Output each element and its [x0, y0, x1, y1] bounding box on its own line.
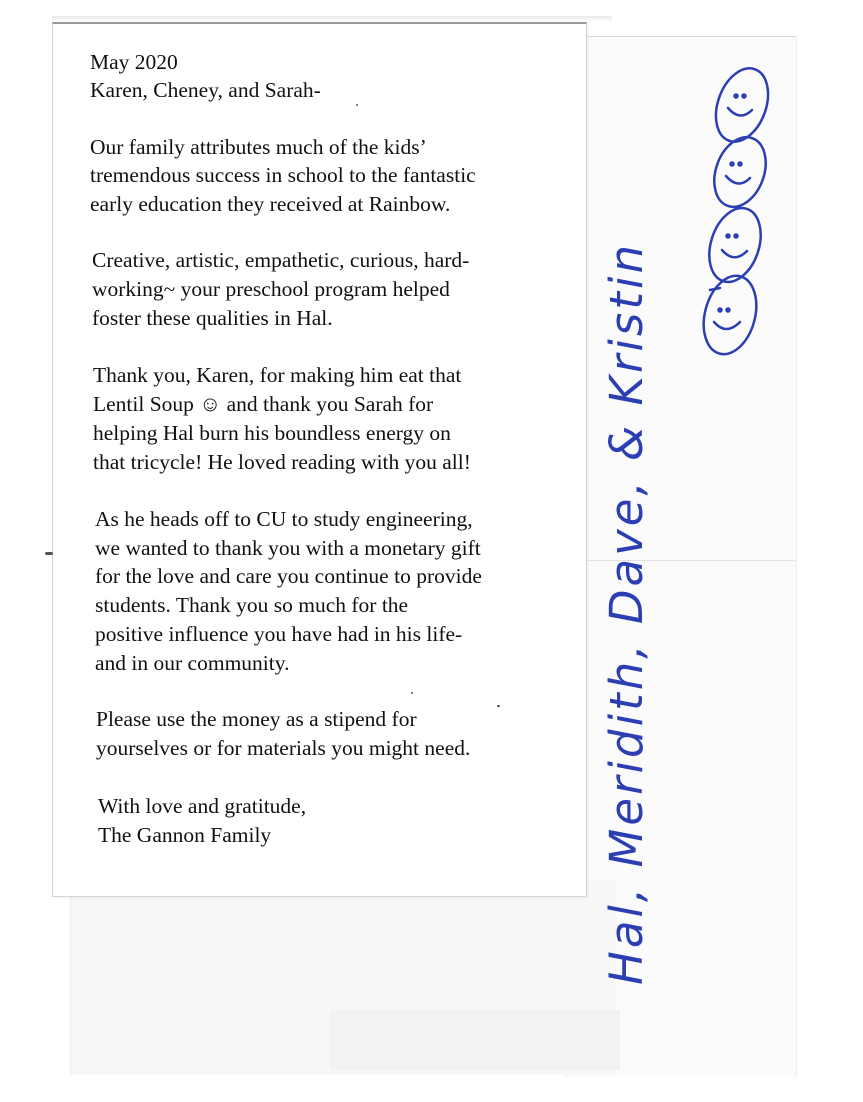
paragraph-2-line: working~ your preschool program helped [92, 277, 450, 301]
paragraph-3-line: Lentil Soup ☺ and thank you Sarah for [93, 392, 434, 416]
scan-speck [45, 552, 53, 555]
paragraph-3-line: helping Hal burn his boundless energy on [93, 421, 451, 445]
letter-date: May 2020 [90, 50, 178, 74]
paragraph-1-line: tremendous success in school to the fantastic [90, 163, 476, 187]
scan-speck [411, 692, 413, 694]
scan-speck [356, 104, 358, 106]
paragraph-3-line: that tricycle! He loved reading with you all! [93, 450, 471, 474]
paragraph-1-line: early education they received at Rainbow. [90, 192, 451, 216]
paragraph-4-line: and in our community. [95, 651, 290, 675]
paragraph-4-line: students. Thank you so much for the [95, 593, 409, 617]
bottom-paper-shadow [330, 1010, 620, 1070]
paragraph-1-line: Our family attributes much of the kids’ [90, 135, 427, 159]
letter-closing: With love and gratitude, [98, 794, 307, 818]
scan-speck [497, 705, 500, 707]
paragraph-2-line: Creative, artistic, empathetic, curious, hard- [92, 248, 470, 272]
paragraph-5-line: Please use the money as a stipend for [96, 707, 417, 731]
handwritten-smiley-faces [690, 60, 790, 360]
handwritten-names [600, 655, 660, 985]
paragraph-4-line: for the love and care you continue to provide [95, 564, 482, 588]
paragraph-3-line: Thank you, Karen, for making him eat that [93, 363, 462, 387]
letter-salutation: Karen, Cheney, and Sarah- [90, 78, 321, 102]
letter-signature: The Gannon Family [98, 823, 272, 847]
paragraph-4-line: As he heads off to CU to study engineering, [95, 507, 473, 531]
paragraph-5-line: yourselves or for materials you might need. [96, 736, 471, 760]
paragraph-4-line: positive influence you have had in his life- [95, 622, 463, 646]
paragraph-4-line: we wanted to thank you with a monetary gift [95, 536, 481, 560]
paragraph-2-line: foster these qualities in Hal. [92, 306, 333, 330]
